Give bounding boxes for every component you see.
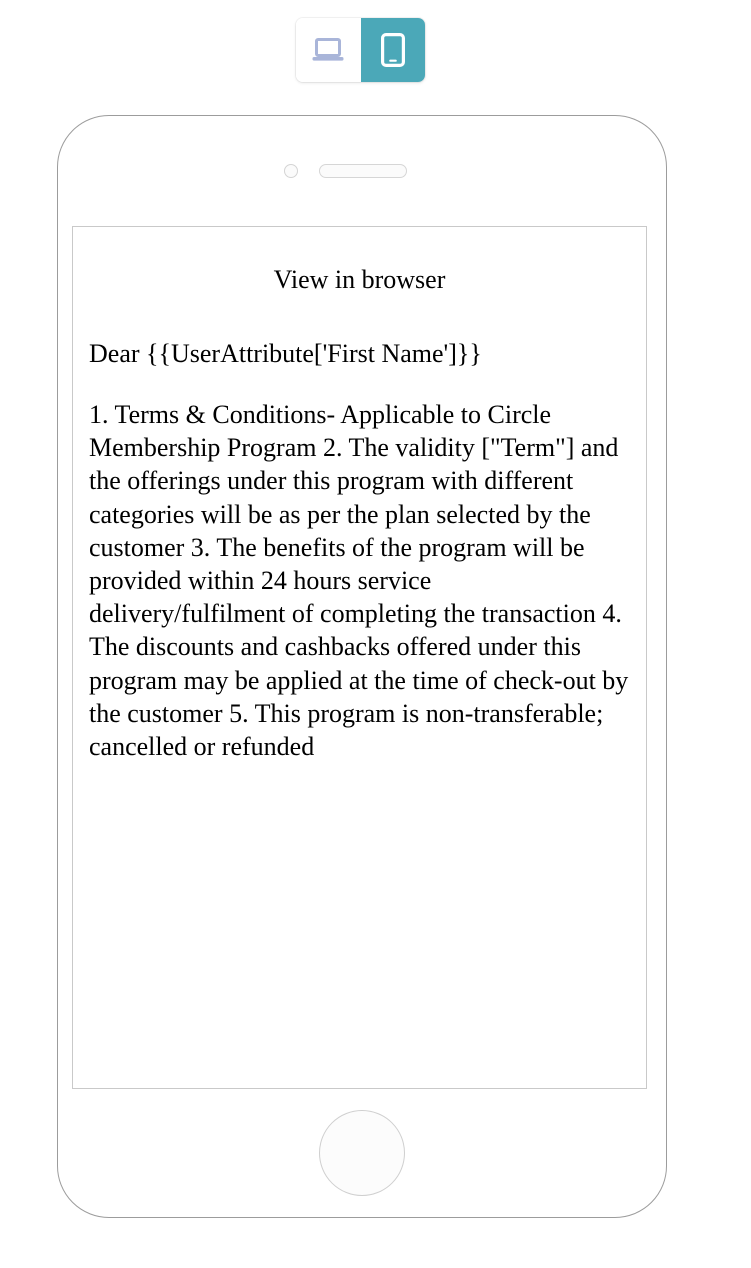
toggle-desktop-preview[interactable] [296,18,361,82]
laptop-icon [312,37,344,63]
view-in-browser-link[interactable]: View in browser [273,265,446,294]
terms-and-conditions-body: 1. Terms & Conditions- Applicable to Circle Membership Program 2. The validity ["Term"] and the offerings under this program with different categories will be as per the plan selected by the customer 3. The benefits of the program will be provided within 24 hours service delivery/fulfilment of completing the transaction 4. The discounts and cashbacks offered under this program may be applied at the time of check-out by the customer 5. This program is non-transferable; cancelled or refunded [89,400,629,762]
email-content [73,227,646,779]
device-preview-toggle[interactable] [296,18,425,82]
phone-home-button[interactable] [319,1110,405,1196]
speaker-grille-icon [319,164,407,178]
toggle-mobile-preview[interactable] [361,18,426,82]
camera-dot-icon [284,164,298,178]
email-greeting: Dear {{UserAttribute['First Name']}} [89,339,482,368]
email-preview-screen[interactable] [72,226,647,1089]
mobile-phone-icon [381,33,405,67]
phone-mockup-frame [57,115,667,1218]
